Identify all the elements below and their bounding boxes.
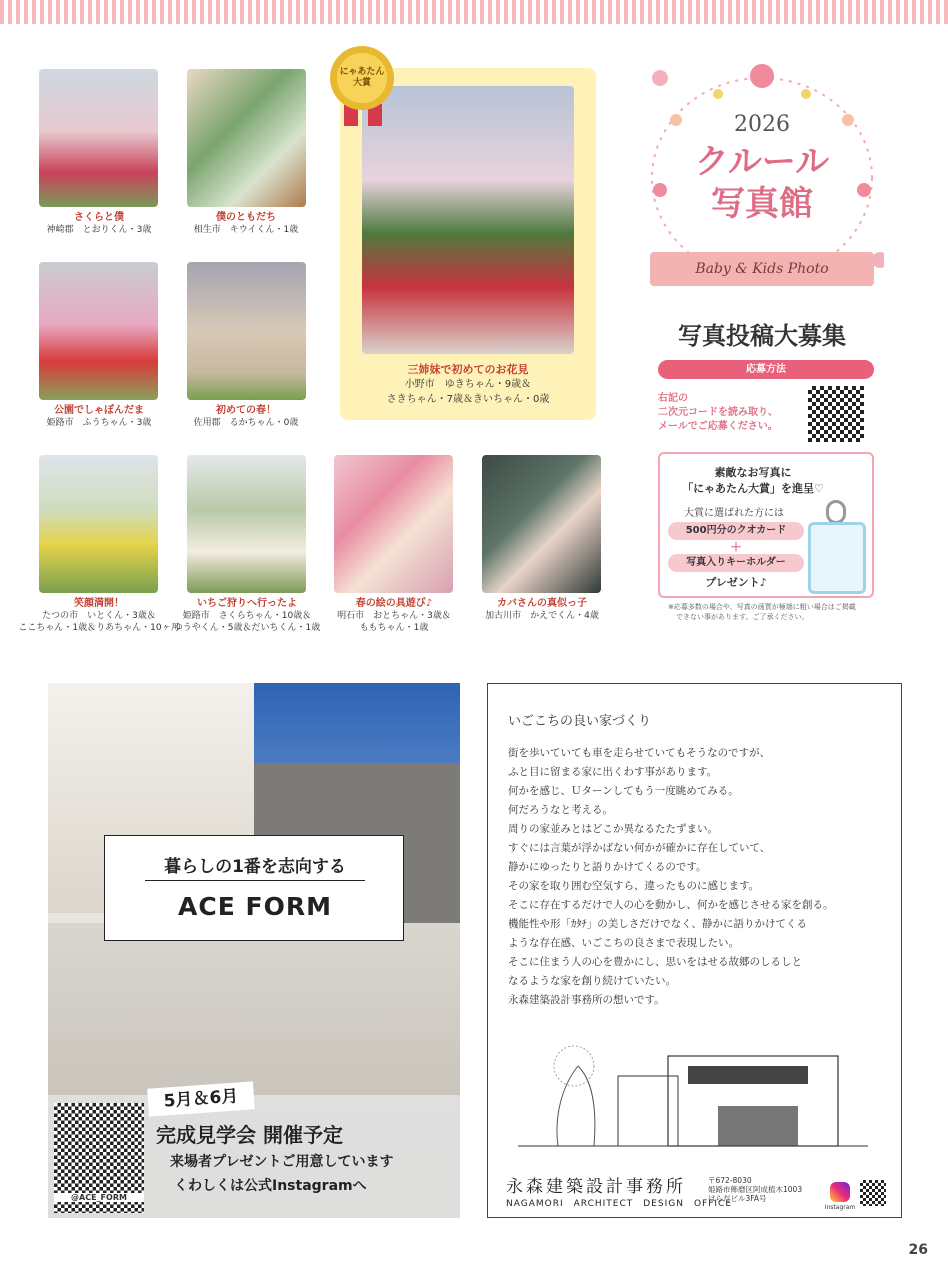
award-photo [362,86,574,354]
caption-7 [309,598,479,634]
award-caption [346,362,590,407]
medal-line2: 大賞 [352,78,371,88]
caption-title: 笑顔満開！ [74,598,124,609]
photo-1 [39,69,158,207]
ad-slogan: 暮らしの1番を志向する [164,857,346,877]
arch-body [508,744,888,1010]
arch-body-line: 永森建築設計事務所の想いです。 [508,994,665,1006]
qr-code[interactable] [808,386,864,442]
medal-line1: にゃあたん [339,67,385,77]
footnote-line1: ※応募多数の場合や、写真の画質が極端に粗い場合はご掲載 [668,603,856,611]
photo-8 [482,455,601,593]
arch-body-line: すぐには言葉が浮かばない何かが確かに存在していて、 [508,842,771,854]
arch-postal: 〒672-8030 [708,1176,752,1185]
caption-3 [20,405,178,429]
caption-5 [14,598,184,634]
year: 2026 [734,112,790,137]
arch-body-line: 何だろうなと考える。 [508,804,613,816]
arch-heading: いごこちの良い家づくり [508,714,652,729]
building-sketch [518,1036,868,1156]
arch-body-line: そこに存在するだけで人の心を動かし、何かを感じさせる家を創る。 [508,899,834,911]
banner: Baby & Kids Photo [650,252,874,286]
award-medal [330,46,394,110]
caption-title: 公園でしゃぼんだま [54,405,144,416]
ad-title-box [104,835,404,941]
arch-address1: 姫路市飾磨区阿成植木1003 [708,1185,803,1194]
ad-date: 5月＆6月 [147,1081,255,1116]
arch-body-line: なるような家を創り続けていたい。 [508,975,676,987]
arch-body-line: 静かにゆったりと語りかけてくるのです。 [508,861,707,873]
gift-plus: ＋ [729,540,742,554]
ad-logo: ACE FORM [178,892,332,921]
caption-text: 加古川市 かえでくん・4歳 [485,611,599,621]
arch-address [708,1176,802,1203]
ad-instagram-handle: @ACE_FORM [54,1193,144,1202]
keyholder-icon [808,522,866,594]
arch-body-line: その家を取り囲む空気すら、違ったものに感じます。 [508,880,760,892]
arch-body-line: 機能性や形「ｶﾀﾁ」の美しさだけでなく、静かに語りかけてくる [508,918,808,930]
arch-office-name: 永森建築設計事務所 [506,1177,686,1197]
award-title: 三姉妹で初めてのお花見 [407,363,529,376]
photo-5 [39,455,158,593]
caption-title: カバさんの真似っ子 [497,598,587,609]
caption-text: 神崎郡 とおりくん・3歳 [46,225,152,235]
arch-address2: はらだビル3FA号 [708,1194,767,1203]
caption-text-2: ここちゃん・1歳＆りあちゃん・10ヶ月 [18,623,180,633]
arch-office-name-en: NAGAMORI ARCHITECT DESIGN OFFICE [506,1199,733,1209]
method-text [658,392,798,434]
arch-body-line: ような存在感、いごこちの良さまで表現したい。 [508,937,739,949]
method-line2: 二次元コードを読み取り、 [658,407,778,418]
photo-7 [334,455,453,593]
arch-qr-code[interactable] [860,1180,886,1206]
gift-item2: 写真入りキーホルダー [668,554,804,572]
caption-4 [167,405,325,429]
award-line2: さきちゃん・7歳＆きいちゃん・0歳 [386,394,550,405]
ad-underline [145,880,365,881]
gift-line2: 「にゃあたん大賞」を進呈♡ [682,482,824,495]
caption-1 [20,212,178,236]
caption-text: 姫路市 ふうちゃん・3歳 [46,418,152,428]
arch-body-line: 街を歩いていても車を走らせていてもそうなのですが、 [508,747,771,759]
caption-6 [162,598,332,634]
caption-text: 相生市 キウイくん・1歳 [193,225,299,235]
gift-line3: 大賞に選ばれた方には [684,508,784,519]
photo-2 [187,69,306,207]
instagram-icon[interactable] [830,1182,850,1202]
caption-title: いちご狩りへ行ったよ [197,598,297,609]
instagram-label: Instagram [824,1204,856,1211]
arch-body-line: そこに住まう人の心を豊かにし、思いをはせる故郷のしるしと [508,956,802,968]
ad-line1: 来場者プレゼントご用意しています [170,1154,394,1170]
recruit-heading: 写真投稿大募集 [678,322,846,350]
caption-text: 姫路市 さくらちゃん・10歳＆ [182,611,312,621]
arch-body-line: 何かを感じ、Ｕターンしてもう一度眺めてみる。 [508,785,739,797]
gift-line1: 素敵なお写真に [714,466,792,479]
gift-present: プレゼント♪ [705,576,767,589]
caption-title: 初めての春！ [216,405,276,416]
method-label: 応募方法 [658,360,874,379]
page-title-line2: 写真館 [711,184,813,224]
caption-text-2: ももちゃん・1歳 [359,623,429,633]
caption-text: 明石市 おとちゃん・3歳＆ [337,611,451,621]
award-line1: 小野市 ゆきちゃん・9歳＆ [404,379,532,390]
footnote-line2: できない事があります。ご了承ください。 [676,613,809,621]
photo-4 [187,262,306,400]
caption-text-2: ゆうやくん・5歳＆だいちくん・1歳 [173,623,321,633]
ad-event: 完成見学会 開催予定 [156,1123,343,1147]
caption-title: 春の絵の具遊び♪ [355,598,433,609]
caption-text: たつの市 いとくん・3歳＆ [42,611,156,621]
caption-text: 佐用郡 るかちゃん・0歳 [193,418,299,428]
photo-3 [39,262,158,400]
arch-body-line: 周りの家並みとはどこか異なるたたずまい。 [508,823,718,835]
page-title-line1: クルール [694,142,830,182]
page-number: 26 [908,1242,928,1258]
photo-6 [187,455,306,593]
architect-ad [487,683,902,1218]
footnote [668,602,880,622]
keyring-icon [826,500,846,524]
caption-2 [167,212,325,236]
ace-form-ad [48,683,460,1218]
arch-body-line: ふと目に留まる家に出くわす事があります。 [508,766,718,778]
method-line1: 右記の [658,393,688,404]
caption-title: 僕のともだち [216,212,276,223]
caption-title: さくらと僕 [74,212,124,223]
ad-line2: くわしくは公式Instagramへ [174,1178,367,1194]
caption-8 [457,598,627,622]
ad-info-panel [48,1086,460,1218]
gift-item1: 500円分のクオカード [668,522,804,540]
method-line3: メールでご応募ください。 [658,421,778,432]
top-stripe [0,0,948,24]
